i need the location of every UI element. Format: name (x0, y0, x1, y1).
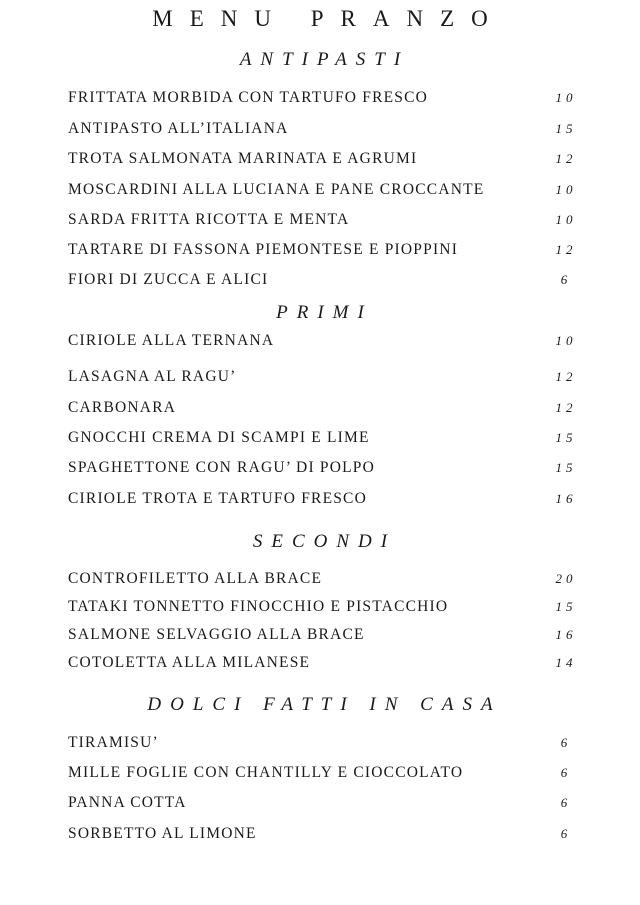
item-price: 6 (560, 795, 572, 810)
item-price: 6 (560, 735, 572, 750)
item-name: FRITTATA MORBIDA CON TARTUFO FRESCO (68, 89, 429, 106)
menu-item (68, 398, 588, 418)
item-name: SPAGHETTONE CON RAGU’ DI POLPO (68, 459, 375, 476)
item-name: SORBETTO AL LIMONE (68, 825, 257, 842)
section-heading: PRIMI (276, 302, 373, 323)
item-name: TATAKI TONNETTO FINOCCHIO E PISTACCHIO (68, 598, 449, 615)
menu-item (68, 763, 588, 783)
item-price: 20 (555, 571, 577, 586)
menu-item (68, 489, 588, 509)
item-name: CARBONARA (68, 399, 177, 416)
menu-item (68, 88, 588, 108)
item-name: LASAGNA AL RAGU’ (68, 368, 237, 385)
item-name: GNOCCHI CREMA DI SCAMPI E LIME (68, 429, 370, 446)
menu-item (68, 180, 588, 200)
item-price: 12 (555, 400, 577, 415)
menu-item (68, 119, 588, 139)
item-price: 14 (555, 655, 577, 670)
menu-item (68, 793, 588, 813)
item-price: 16 (555, 627, 577, 642)
item-price: 6 (560, 765, 572, 780)
menu-item (68, 240, 588, 260)
item-name: PANNA COTTA (68, 794, 187, 811)
item-name: TARTARE DI FASSONA PIEMONTESE E PIOPPINI (68, 241, 459, 258)
menu-item (68, 331, 588, 351)
menu-item (68, 458, 588, 478)
item-price: 12 (555, 151, 577, 166)
section-heading: SECONDI (252, 531, 397, 552)
item-name: CIRIOLE TROTA E TARTUFO FRESCO (68, 490, 367, 507)
item-name: CIRIOLE ALLA TERNANA (68, 332, 275, 349)
item-name: TIRAMISU’ (68, 734, 159, 751)
item-price: 12 (555, 242, 577, 257)
item-name: MOSCARDINI ALLA LUCIANA E PANE CROCCANTE (68, 181, 485, 198)
item-price: 15 (555, 460, 577, 475)
item-price: 10 (555, 90, 577, 105)
item-name: MILLE FOGLIE CON CHANTILLY E CIOCCOLATO (68, 764, 464, 781)
menu-item (68, 149, 588, 169)
item-name: CONTROFILETTO ALLA BRACE (68, 570, 323, 587)
menu-item (68, 569, 588, 589)
item-price: 10 (555, 333, 577, 348)
item-price: 12 (555, 369, 577, 384)
item-name: ANTIPASTO ALL’ITALIANA (68, 120, 289, 137)
item-price: 10 (555, 212, 577, 227)
item-price: 16 (555, 491, 577, 506)
section-heading: ANTIPASTI (239, 49, 410, 70)
menu-item (68, 733, 588, 753)
item-price: 15 (555, 430, 577, 445)
item-price: 6 (560, 826, 572, 841)
menu-item (68, 597, 588, 617)
item-name: SALMONE SELVAGGIO ALLA BRACE (68, 626, 365, 643)
page-title: MENU PRANZO (152, 6, 505, 31)
item-price: 6 (560, 272, 572, 287)
item-name: TROTA SALMONATA MARINATA E AGRUMI (68, 150, 418, 167)
section-heading: DOLCI FATTI IN CASA (147, 694, 502, 715)
item-price: 15 (555, 599, 577, 614)
menu-item (68, 824, 588, 844)
menu-item (68, 653, 588, 673)
menu-item (68, 210, 588, 230)
item-price: 10 (555, 182, 577, 197)
menu-item (68, 428, 588, 448)
item-name: COTOLETTA ALLA MILANESE (68, 654, 311, 671)
item-name: SARDA FRITTA RICOTTA E MENTA (68, 211, 350, 228)
menu-item (68, 270, 588, 290)
menu-item (68, 367, 588, 387)
item-price: 15 (555, 121, 577, 136)
menu-item (68, 625, 588, 645)
item-name: FIORI DI ZUCCA E ALICI (68, 271, 269, 288)
